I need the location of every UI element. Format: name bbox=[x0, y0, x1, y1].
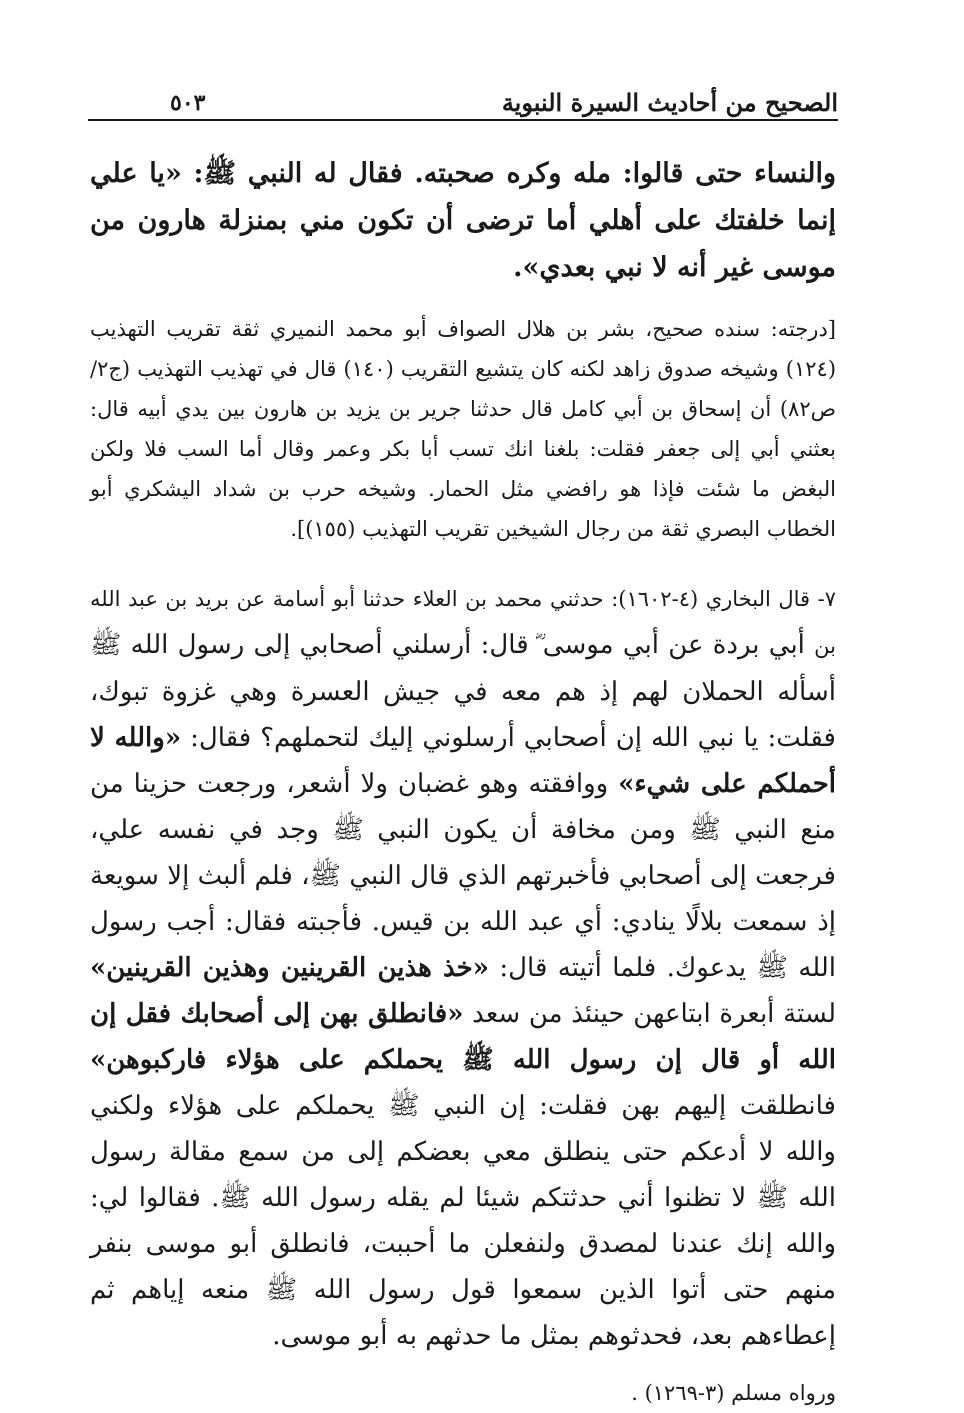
prophet-quote-2: «خذ هذين القرينين وهذين القرينين» bbox=[90, 953, 489, 983]
prophet-quote-3: «فانطلق بهن إلى أصحابك فقل إن الله أو قال إن رسول الله ﷺ يحملكم على هؤلاء فاركبوهن» bbox=[90, 999, 836, 1075]
hadith-isnad: ٧- قال البخاري (٤-١٦٠٢): حدثني محمد بن العلاء حدثنا أبو أسامة عن بريد بن عبد الله بن bbox=[90, 587, 836, 658]
hadith-text-2: ووافقته وهو غضبان ولا أشعر، ورجعت حزينا من منع النبي ﷺ ومن مخافة أن يكون النبي ﷺ وجد في نفسه علي، فرجعت إلى أصحابي فأخبرتهم الذي قال النبي ﷺ، فلم ألبث إلا سويعة إذ سمعت بلالًا ينادي: أي عبد الله بن قيس. فأجبته فقال: أجب رسول الله ﷺ يدعوك. فلما أتيته قال: bbox=[90, 769, 837, 983]
prophet-quote-1: «والله لا أحملكم على شيء» bbox=[90, 723, 836, 799]
page-body bbox=[90, 150, 836, 1413]
page-number: ٥٠٣ bbox=[158, 90, 217, 116]
hadith-text-1: أبي بردة عن أبي موسى ؓ قال: أرسلني أصحابي إلى رسول الله ﷺ أسأله الحملان لهم إذ هم معه في جيش العسرة وهي غزوة تبوك، فقلت: يا نبي الله إن أصحابي أرسلوني إليك لتحملهم؟ فقال: bbox=[90, 630, 836, 753]
main-paragraph: والنساء حتى قالوا: مله وكره صحبته. فقال له النبي ﷺ: «يا علي إنما خلفتك على أهلي أما ترضى أن تكون مني بمنزلة هارون من موسى غير أنه لا نبي بعدي». bbox=[90, 158, 836, 283]
book-title: الصحيح من أحاديث السيرة النبوية bbox=[492, 88, 838, 117]
hadith-7 bbox=[90, 575, 836, 1359]
source-reference: ورواه مسلم (٣-١٢٦٩) . bbox=[631, 1381, 836, 1405]
hadith-text-4: فانطلقت إليهم بهن فقلت: إن النبي ﷺ يحملكم على هؤلاء ولكني والله لا أدعكم حتى ينطلق معي بعضكم إلى من سمع مقالة رسول الله ﷺ لا تظنوا أني حدثتكم شيئا لم يقله رسول الله ﷺ. فقالوا لي: والله إنك عندنا لمصدق ولنفعلن ما أحببت، فانطلق أبو موسى بنفر منهم حتى أتوا الذين سمعوا قول رسول الله ﷺ منعه إياهم ثم إعطاءهم بعد، فحدثوهم بمثل ما حدثهم به أبو موسى. bbox=[90, 1091, 836, 1351]
hadith-text-3: لستة أبعرة ابتاعهن حينئذ من سعد bbox=[463, 999, 836, 1029]
grading-note: [درجته: سنده صحيح، بشر بن هلال الصواف أبو محمد النميري ثقة تقريب التهذيب (١٢٤) وشيخه صدوق زاهد لكنه كان يتشيع التقريب (١٤٠) قال في تهذيب التهذيب (ج٢/ص٨٢) أن إسحاق بن أبي كامل قال حدثنا جرير بن يزيد بن هارون بين يدي أبيه قال: بعثني أبي إلى جعفر فقلت: بلغنا انك تسب أبا بكر وعمر وقال أما السب فلا ولكن البغض ما شئت فإذا هو رافضي مثل الحمار. وشيخه حرب بن شداد اليشكري أبو الخطاب البصري ثقة من رجال الشيخين تقريب التهذيب (١٥٥)]. bbox=[90, 317, 837, 541]
header-rule bbox=[88, 119, 838, 121]
running-header bbox=[88, 86, 838, 126]
